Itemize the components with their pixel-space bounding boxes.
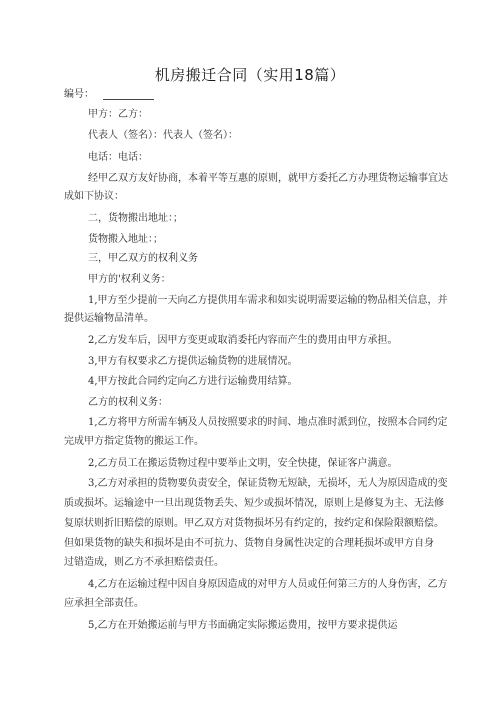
- party-a-clause-2: 2,乙方发车后，因甲方变更或取消委托内容而产生的费用由甲方承担。: [88, 335, 398, 346]
- party-b-clause-1-continuation: 完成甲方指定货物的搬运工作。: [64, 436, 204, 447]
- party-b-clause-5: 5,乙方在开始搬运前与甲方书面确定实际搬运费用，按甲方要求提供运: [88, 620, 398, 631]
- party-a-clause-4: 4,甲方按此合同约定向乙方进行运输费用结算。: [88, 376, 298, 387]
- party-a-clause-3: 3,甲方有权要求乙方提供运输货物的进展情况。: [88, 356, 298, 367]
- preamble-line: 经甲乙双方友好协商，本着平等互惠的原则，就甲方委托乙方办理货物运输事宜达: [88, 173, 448, 184]
- section-rights-heading: 三，甲乙双方的权利义务: [88, 253, 198, 264]
- party-b-clause-3-line-3: 复原状则折旧赔偿的原则。甲乙双方对货物损坏另有约定的，按约定和保险限额赔偿。: [64, 518, 444, 529]
- party-a-rights-heading: 甲方的'权利义务：: [88, 274, 171, 285]
- document-number-label: 编号：: [64, 89, 94, 100]
- representative-line: 代表人（签名）：代表人（签名）：: [88, 130, 238, 141]
- party-b-clause-4-continuation: 应承担全部责任。: [64, 598, 144, 609]
- party-b-clause-3-line-4: 但如果货物的缺失和损坏是由不可抗力、货物自身属性决定的合理耗损坏或甲方自身: [64, 538, 434, 549]
- document-number-blank: [103, 99, 154, 100]
- preamble-continuation: 成如下协议：: [64, 191, 124, 202]
- party-a-clause-1-continuation: 提供运输物品清单。: [64, 313, 154, 324]
- phone-line: 电话：电话：: [88, 152, 148, 163]
- party-a-clause-1: 1,甲方至少提前一天向乙方提供用车需求和如实说明需要运输的物品相关信息，并: [88, 295, 448, 306]
- party-b-clause-3-line-2: 质或损坏。运输途中一旦出现货物丢失、短少或损坏情况，原则上是修复为主、无法修: [64, 498, 444, 509]
- party-names-line: 甲方：乙方：: [88, 109, 148, 120]
- party-b-clause-2: 2,乙方员工在搬运货物过程中要举止文明，安全快捷，保证客户满意。: [88, 458, 398, 469]
- party-b-clause-3-line-5: 过错造成，则乙方不承担赔偿责任。: [64, 557, 224, 568]
- party-b-clause-3: 3,乙方对承担的货物要负责安全，保证货物无短缺，无损坏，无人为原因造成的变: [88, 478, 448, 489]
- party-b-rights-heading: 乙方的权利义务：: [88, 397, 168, 408]
- section-pickup-address: 二，货物搬出地址：；: [88, 213, 183, 224]
- delivery-address-line: 货物搬入地址：；: [88, 234, 163, 245]
- document-title: 机房搬迁合同（实用18篇）: [154, 66, 346, 84]
- party-b-clause-4: 4,乙方在运输过程中因自身原因造成的对甲方人员或任何第三方的人身伤害，乙方: [88, 579, 448, 590]
- party-b-clause-1: 1,乙方将甲方所需车辆及人员按照要求的时间、地点准时派到位，按照本合同约定: [88, 417, 448, 428]
